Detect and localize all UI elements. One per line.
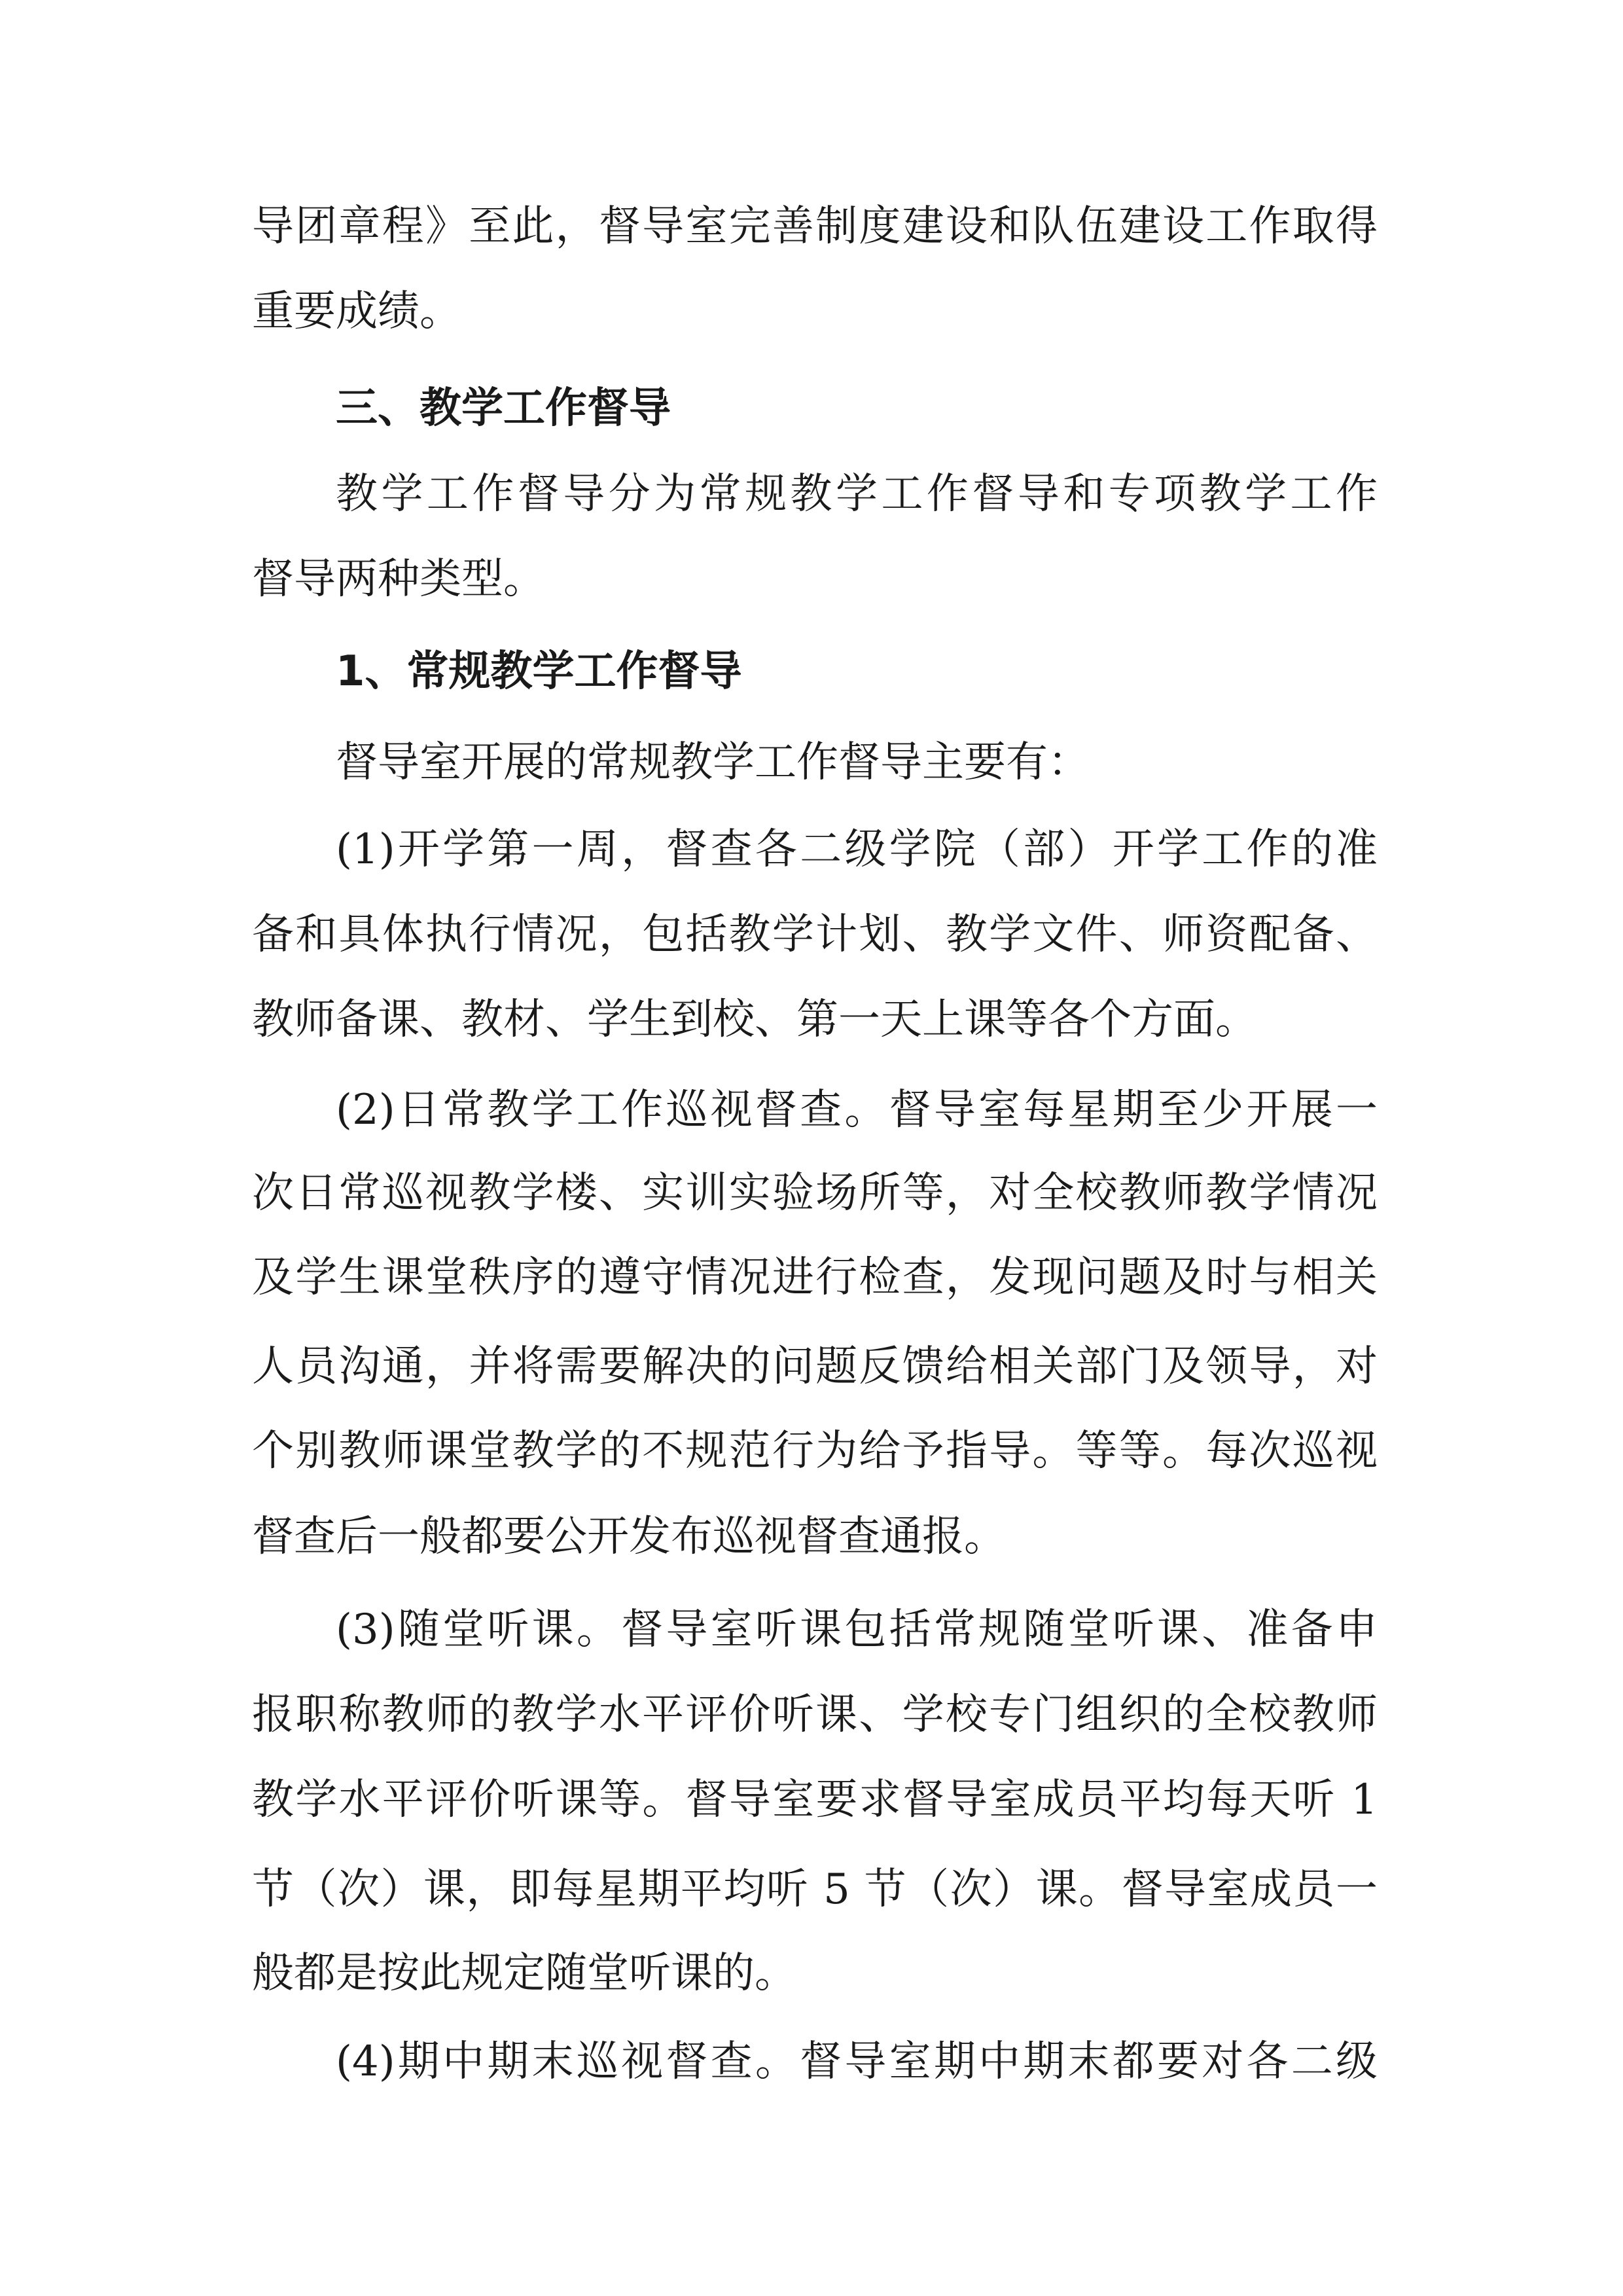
paragraph-line: (4)期中期末巡视督查。督导室期中期末都要对各二级 bbox=[336, 2037, 1378, 2086]
paragraph-line: (3)随堂听课。督导室听课包括常规随堂听课、准备申 bbox=[336, 1605, 1378, 1654]
paragraph-line: 及学生课堂秩序的遵守情况进行检查，发现问题及时与相关 bbox=[252, 1253, 1378, 1302]
paragraph-line: (1)开学第一周，督查各二级学院（部）开学工作的准 bbox=[336, 825, 1378, 874]
paragraph-line: 节（次）课，即每星期平均听 5 节（次）课。督导室成员一 bbox=[252, 1865, 1378, 1914]
paragraph-line: 次日常巡视教学楼、实训实验场所等，对全校教师教学情况 bbox=[252, 1169, 1378, 1217]
paragraph-line: 教师备课、教材、学生到校、第一天上课等各个方面。 bbox=[252, 996, 1257, 1044]
paragraph-line: 报职称教师的教学水平评价听课、学校专门组织的全校教师 bbox=[252, 1691, 1378, 1739]
paragraph-line: 个别教师课堂教学的不规范行为给予指导。等等。每次巡视 bbox=[252, 1427, 1378, 1475]
paragraph-line: 督查后一般都要公开发布巡视督查通报。 bbox=[252, 1513, 1006, 1561]
paragraph-line: 督导室开展的常规教学工作督导主要有： bbox=[336, 738, 1090, 787]
subsection-heading: 1、常规教学工作督导 bbox=[336, 647, 742, 696]
paragraph-line: 般都是按此规定随堂听课的。 bbox=[252, 1949, 796, 1998]
paragraph-line: 督导两种类型。 bbox=[252, 555, 545, 603]
paragraph-line: 导团章程》至此，督导室完善制度建设和队伍建设工作取得 bbox=[252, 202, 1378, 251]
paragraph-line: 重要成绩。 bbox=[252, 287, 461, 336]
paragraph-line: 教学水平评价听课等。督导室要求督导室成员平均每天听 1 bbox=[252, 1776, 1378, 1824]
section-heading: 三、教学工作督导 bbox=[336, 384, 671, 433]
paragraph-line: (2)日常教学工作巡视督查。督导室每星期至少开展一 bbox=[336, 1086, 1378, 1134]
paragraph-line: 教学工作督导分为常规教学工作督导和专项教学工作 bbox=[336, 470, 1378, 518]
paragraph-line: 人员沟通，并将需要解决的问题反馈给相关部门及领导，对 bbox=[252, 1342, 1378, 1391]
paragraph-line: 备和具体执行情况，包括教学计划、教学文件、师资配备、 bbox=[252, 910, 1378, 959]
